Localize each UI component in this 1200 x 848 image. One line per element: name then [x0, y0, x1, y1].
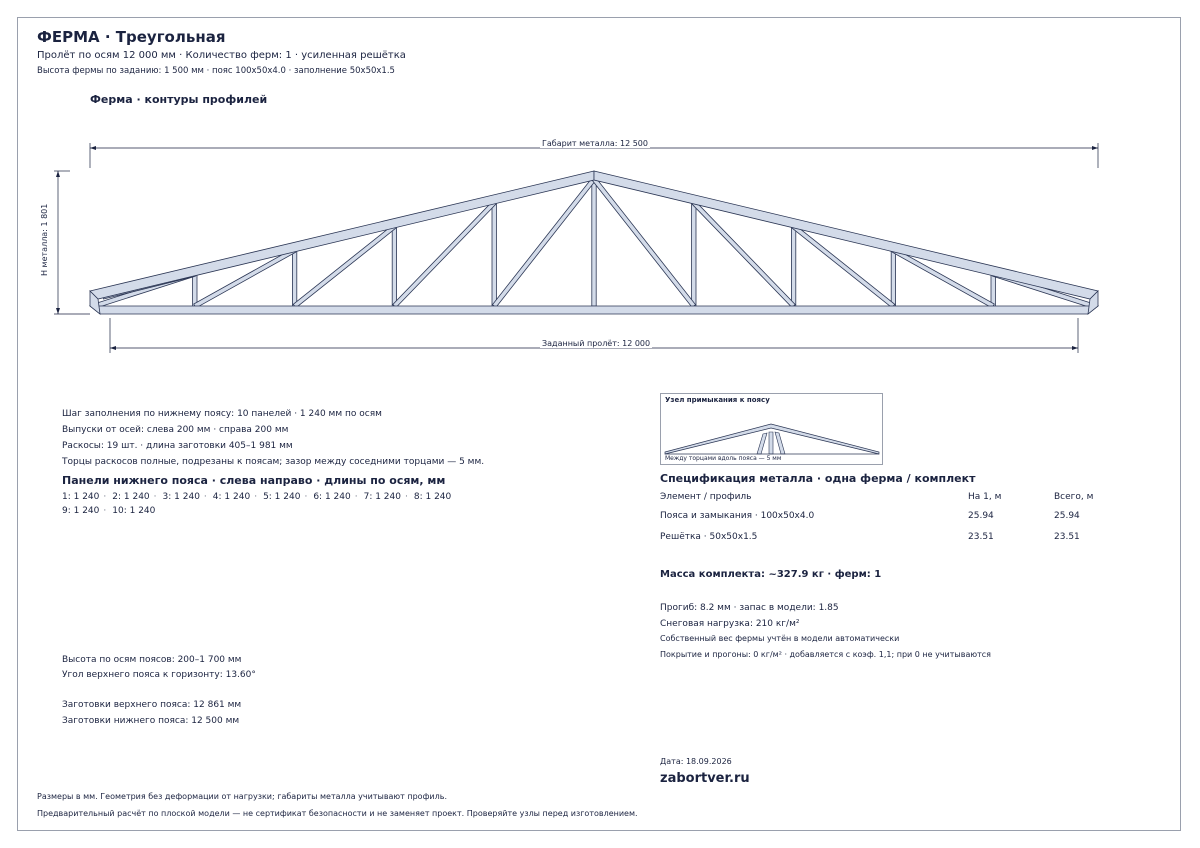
- span-dimension: Заданный пролёт: 12 000: [542, 339, 651, 348]
- panels-title: Панели нижнего пояса · слева направо · длины по осям, мм: [62, 474, 446, 487]
- overall-dimension-arrow-right: [1092, 146, 1098, 150]
- top-chord-left: [90, 171, 594, 299]
- bottom-chord: [90, 306, 1098, 314]
- deflection-info: Прогиб: 8.2 мм · запас в модели: 1.85: [660, 603, 839, 613]
- panel-separator: ·: [203, 492, 207, 502]
- panel-separator: ·: [254, 492, 258, 502]
- height-dimension-arrow-top: [56, 171, 60, 177]
- spec-row-chords-total: 25.94: [1054, 511, 1080, 521]
- panel-length-6: 6: 1 240: [313, 492, 351, 502]
- info-overhangs: Выпуски от осей: слева 200 мм · справа 200 мм: [62, 425, 289, 435]
- truss-vertical-member: [193, 274, 197, 306]
- footer-note-disclaimer: Предварительный расчёт по плоской модели — не сертификат безопасности и не заменяет проект. Проверяйте узлы перед изготовлением.: [37, 809, 638, 818]
- spec-row-web-per-one: 23.51: [968, 532, 994, 542]
- header-summary: Пролёт по осям 12 000 мм · Количество ферм: 1 · усиленная решётка: [37, 50, 406, 61]
- truss-vertical-member: [791, 227, 795, 306]
- panel-length-3: 3: 1 240: [162, 492, 200, 502]
- truss-vertical-member: [492, 203, 496, 306]
- panel-length-9: 9: 1 240: [62, 506, 100, 516]
- info-end-cuts: Торцы раскосов полные, подрезаны к поясам; зазор между соседними торцами — 5 мм.: [62, 457, 485, 467]
- span-dimension-arrow-left: [110, 346, 116, 350]
- panels-list: [62, 490, 462, 518]
- chord-angle-info: Угол верхнего пояса к горизонту: 13.60°: [62, 670, 256, 680]
- inset-caption: Между торцами вдоль пояса — 5 мм: [665, 455, 782, 462]
- panel-length-4: 4: 1 240: [212, 492, 251, 502]
- spec-row-chords-per-one: 25.94: [968, 511, 994, 521]
- truss-vertical-member: [991, 274, 995, 306]
- spec-header-per-one: На 1, м: [968, 492, 1002, 502]
- header-details: Высота фермы по заданию: 1 500 мм · пояс 100x50x4.0 · заполнение 50x50x1.5: [37, 66, 395, 76]
- panel-separator: ·: [304, 492, 308, 502]
- height-dimension-arrow-bottom: [56, 308, 60, 314]
- panel-length-1: 1: 1 240: [62, 492, 100, 502]
- panel-separator: ·: [404, 492, 408, 502]
- document-date: Дата: 18.09.2026: [660, 757, 732, 766]
- overall-width-dimension: Габарит металла: 12 500: [542, 139, 648, 148]
- spec-header-total: Всего, м: [1054, 492, 1094, 502]
- info-fill-step: Шаг заполнения по нижнему поясу: 10 панелей · 1 240 мм по осям: [62, 409, 382, 419]
- page-title: ФЕРМА · Треугольная: [37, 28, 226, 46]
- panel-separator: ·: [103, 506, 107, 516]
- truss-vertical-member: [392, 227, 396, 306]
- span-dimension-arrow-right: [1072, 346, 1078, 350]
- bottom-chord-blank-info: Заготовки нижнего пояса: 12 500 мм: [62, 716, 240, 726]
- panel-length-7: 7: 1 240: [363, 492, 401, 502]
- footer-note-dimensions: Размеры в мм. Геометрия без деформации от нагрузки; габариты металла учитывают профиль.: [37, 792, 447, 801]
- panel-length-5: 5: 1 240: [263, 492, 301, 502]
- panel-length-8: 8: 1 240: [413, 492, 452, 502]
- drawing-section-title: Ферма · контуры профилей: [90, 93, 268, 106]
- top-chord-blank-info: Заготовки верхнего пояса: 12 861 мм: [62, 700, 242, 710]
- chord-height-info: Высота по осям поясов: 200–1 700 мм: [62, 655, 242, 665]
- truss-vertical-member: [592, 179, 596, 306]
- panel-separator: ·: [103, 492, 107, 502]
- truss-drawing: [0, 0, 1200, 380]
- spec-row-web-element: Решётка · 50x50x1.5: [660, 532, 758, 542]
- top-chord-right: [594, 171, 1098, 299]
- dimension-lines: [54, 143, 1098, 353]
- node-detail-inset: [660, 393, 883, 465]
- panel-length-2: 2: 1 240: [112, 492, 150, 502]
- spec-header-element: Элемент / профиль: [660, 492, 752, 502]
- panel-separator: ·: [153, 492, 157, 502]
- self-weight-info: Собственный вес фермы учтён в модели автоматически: [660, 634, 900, 643]
- truss-vertical-member: [891, 250, 895, 306]
- panel-separator: ·: [354, 492, 358, 502]
- spec-row-web-total: 23.51: [1054, 532, 1080, 542]
- truss-web-members: [94, 178, 1093, 308]
- height-dimension: H металла: 1 801: [40, 203, 49, 276]
- kit-mass: Масса комплекта: ~327.9 кг · ферм: 1: [660, 569, 882, 580]
- snow-load-info: Снеговая нагрузка: 210 кг/м²: [660, 619, 800, 629]
- inset-title: Узел примыкания к поясу: [665, 396, 770, 404]
- overall-dimension-arrow-left: [90, 146, 96, 150]
- truss-vertical-member: [692, 203, 696, 306]
- truss-vertical-member: [292, 250, 296, 306]
- info-diagonals: Раскосы: 19 шт. · длина заготовки 405–1 981 мм: [62, 441, 293, 451]
- roof-load-info: Покрытие и прогоны: 0 кг/м² · добавляется с коэф. 1,1; при 0 не учитываются: [660, 650, 991, 659]
- panel-length-10: 10: 1 240: [112, 506, 156, 516]
- site-brand: zabortver.ru: [660, 771, 750, 786]
- spec-row-chords-element: Пояса и замыкания · 100x50x4.0: [660, 511, 815, 521]
- spec-title: Спецификация металла · одна ферма / комплект: [660, 472, 976, 485]
